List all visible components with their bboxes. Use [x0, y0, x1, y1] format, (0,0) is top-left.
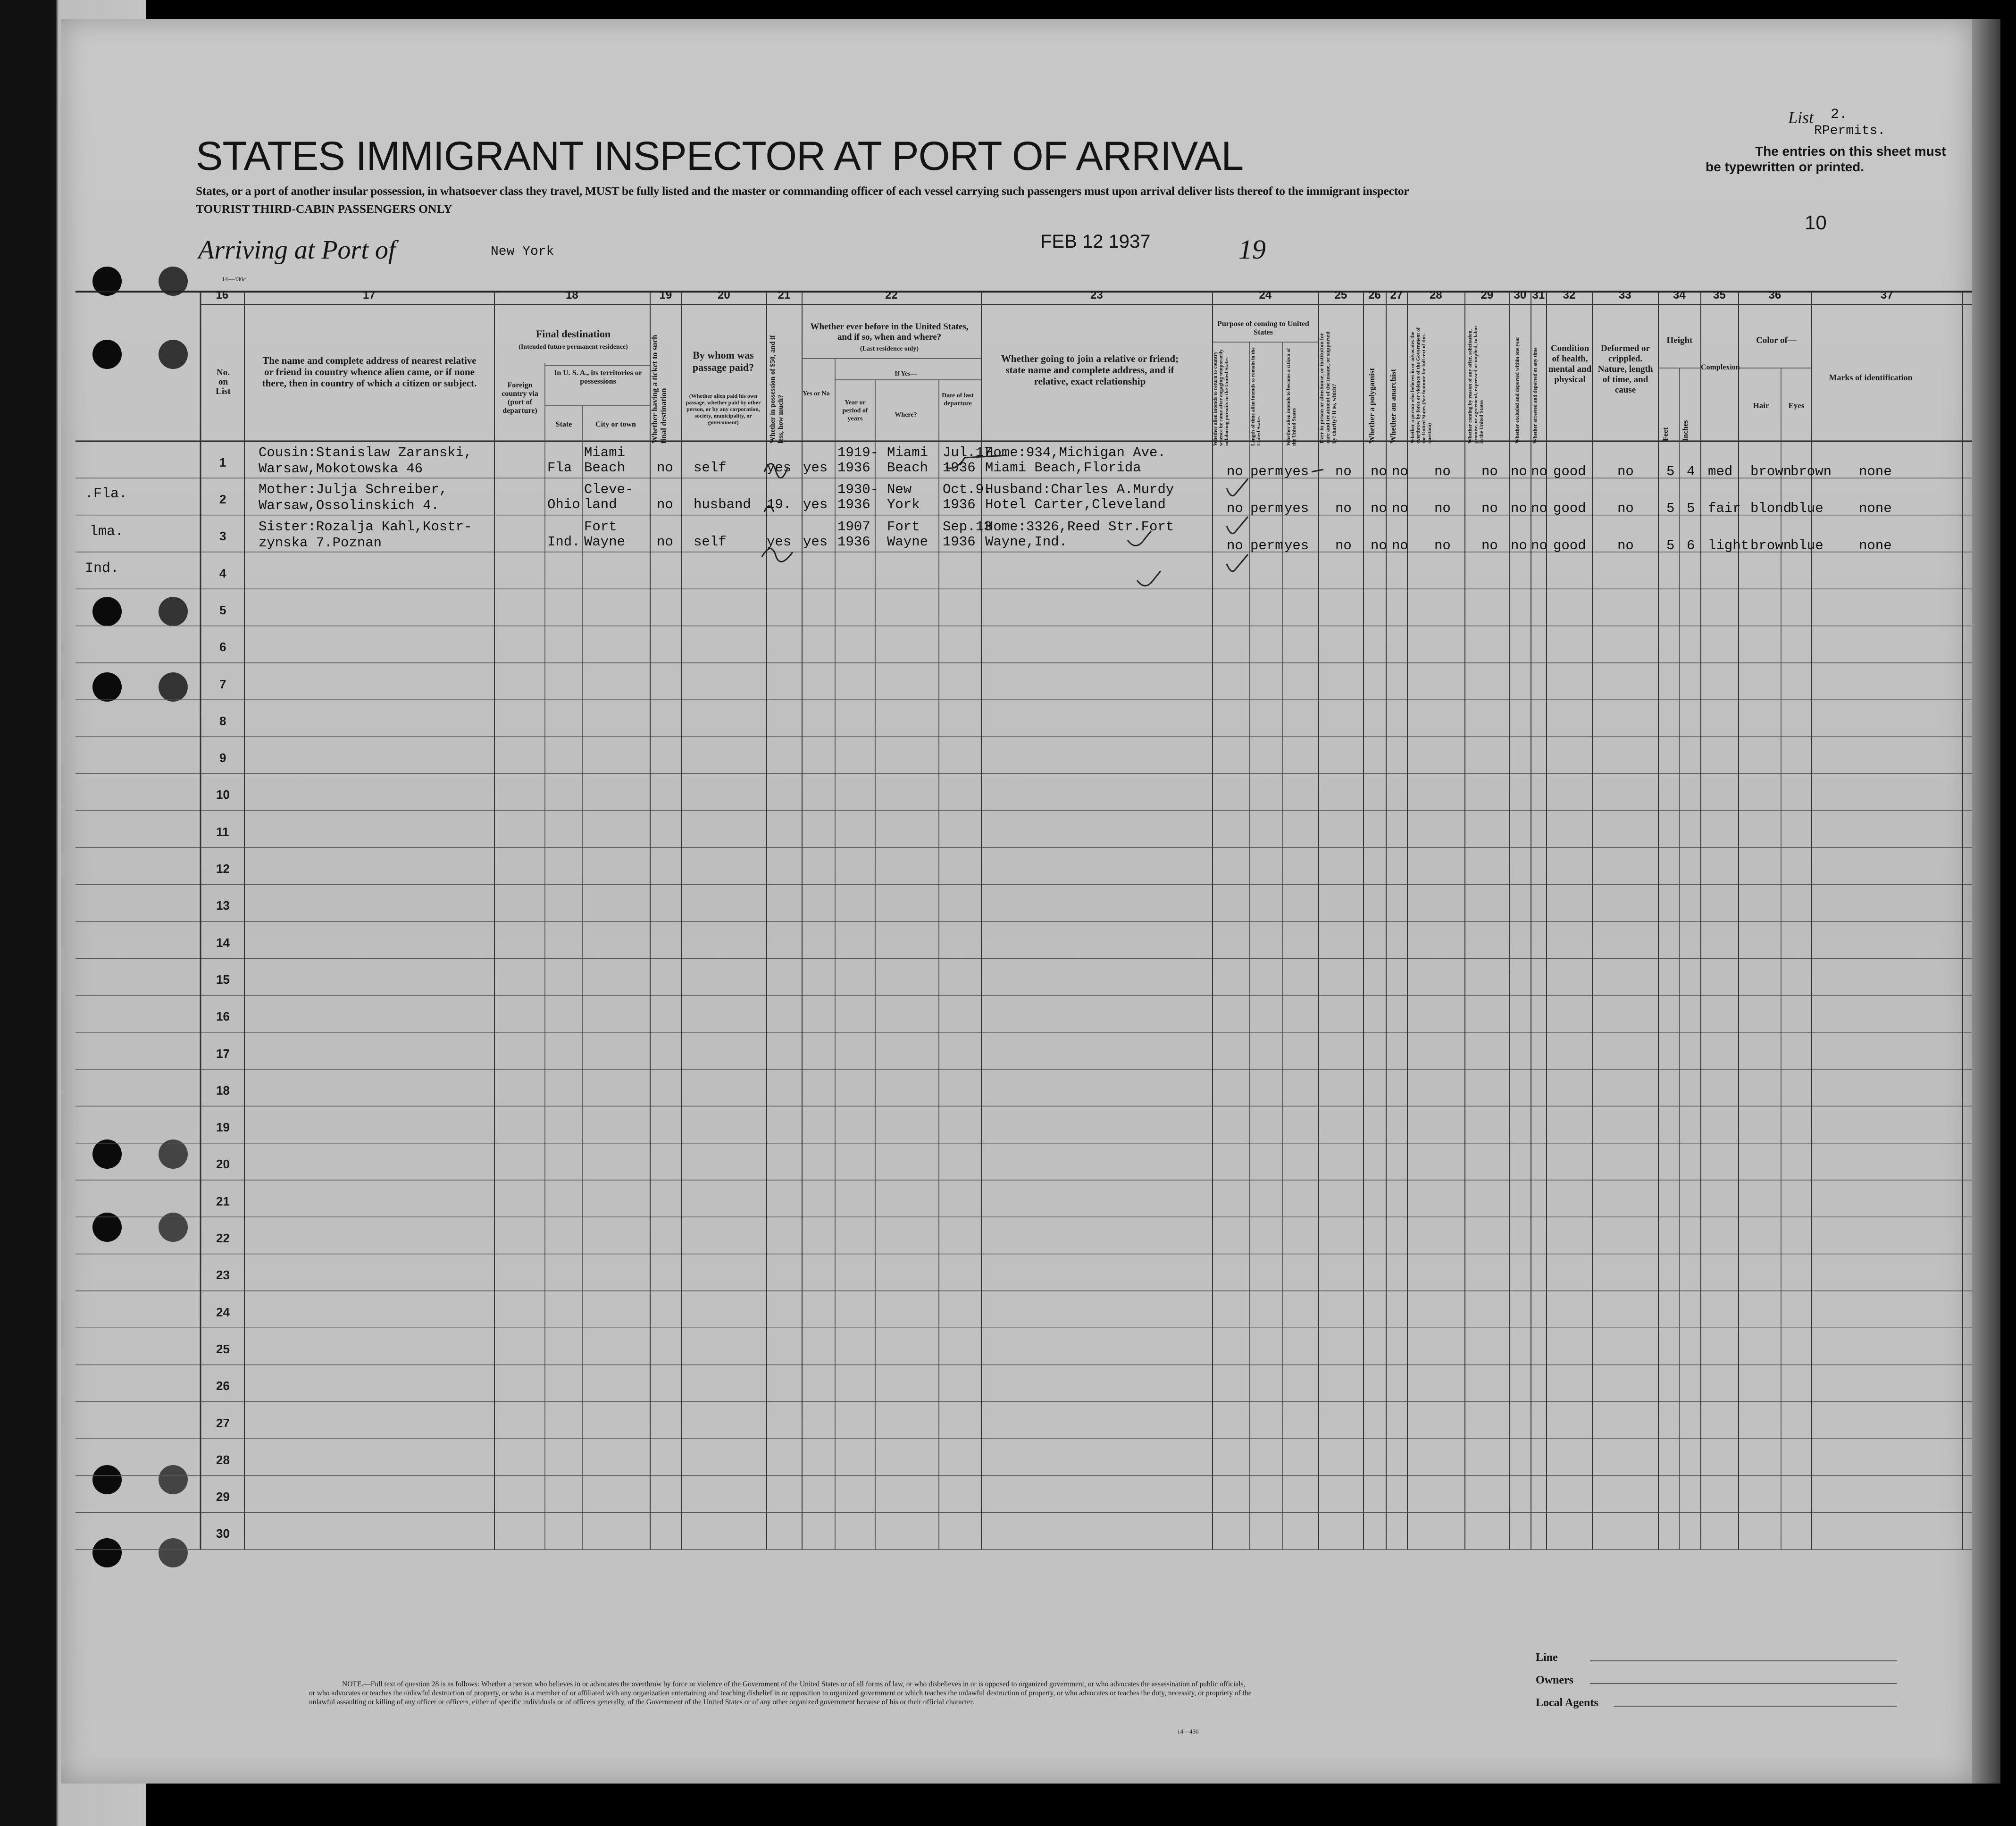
entry-cit: yes	[1284, 464, 1309, 479]
entry-feet: 5	[1666, 501, 1675, 517]
entry-complexion: fair	[1708, 501, 1741, 517]
entry-poly: no	[1371, 537, 1387, 553]
entry-health: good	[1553, 537, 1586, 553]
column-number: 37	[1881, 289, 1893, 302]
entry-ret: no	[1227, 464, 1243, 479]
entry-dep2: 1936	[943, 497, 976, 513]
row-number: 25	[216, 1341, 230, 1356]
column-number: 28	[1430, 289, 1442, 302]
column-number: 30	[1514, 289, 1527, 302]
header-ever-before-us: Whether ever before in the United States, and if so, when and where?	[810, 322, 969, 342]
entry-eyes: brown	[1790, 464, 1832, 479]
header-last-residence: (Last residence only)	[860, 345, 919, 352]
header-nearest-relative: The name and complete address of nearest relative or friend in country whence alien came, or if none there, then in country of which a citizen or subject.	[262, 355, 477, 389]
entry-q28: no	[1434, 501, 1451, 517]
footer-line-label: Line	[1536, 1651, 1558, 1664]
header-polygamist: Whether a polygamist	[1367, 368, 1376, 444]
entry-years2: 1936	[837, 534, 870, 550]
entry-q30: no	[1511, 537, 1527, 553]
entry-hair: brown	[1750, 464, 1792, 479]
header-passage-paid: By whom was passage paid?	[692, 349, 754, 373]
entry-paid: self	[694, 460, 727, 476]
header-complexion: Complexion	[1701, 363, 1740, 371]
entry-paid: husband	[694, 497, 751, 513]
row-number: 14	[216, 935, 230, 950]
entry-hair: blond	[1750, 501, 1792, 517]
column-number: 27	[1390, 289, 1403, 302]
entry-rel2: zynska 7.Poznan	[259, 535, 382, 551]
row-number: 15	[216, 972, 230, 987]
entry-complexion: light	[1708, 537, 1749, 553]
entry-deform: no	[1617, 501, 1634, 517]
entry-prison: no	[1335, 464, 1352, 479]
entry-cit: yes	[1284, 537, 1309, 553]
column-number: 24	[1259, 289, 1272, 302]
entry-q29: no	[1481, 501, 1498, 517]
column-number: 19	[659, 289, 672, 302]
row-number: 16	[216, 1009, 230, 1024]
arriving-label: Arriving at Port of	[198, 235, 396, 265]
entry-rel1: Cousin:Stanislaw Zaranski,	[259, 445, 472, 461]
entry-poly: no	[1371, 501, 1387, 517]
row-number: 5	[219, 603, 226, 617]
header-final-destination: Final destination	[535, 328, 611, 340]
entry-marks: none	[1859, 464, 1892, 479]
entry-dep1: Sep.13	[943, 519, 992, 535]
header-purpose: Purpose of coming to United States	[1217, 320, 1309, 336]
entry-before: yes	[803, 497, 828, 513]
entry-city1: Fort	[584, 519, 617, 535]
column-number: 22	[885, 289, 898, 302]
header-purpose-citizen: Whether alien intends to become a citizen of the United States	[1286, 348, 1297, 446]
entry-city2: land	[584, 497, 617, 513]
footer-owners-label: Owners	[1536, 1674, 1573, 1686]
entry-city2: Wayne	[584, 534, 626, 550]
entry-rel2: Warsaw,Ossolinskich 4.	[259, 498, 439, 514]
entry-rel1: Mother:Julja Schreiber,	[259, 482, 448, 498]
entry-before: yes	[803, 460, 828, 476]
column-number: 35	[1713, 289, 1726, 302]
column-number: 33	[1619, 289, 1631, 302]
margin-note: .Fla.	[85, 486, 128, 502]
entry-state: Ohio	[547, 497, 580, 513]
entry-hair: brown	[1750, 537, 1792, 553]
header-purpose-length: Length of time alien intends to remain in the United States	[1250, 347, 1262, 446]
entry-deform: no	[1617, 464, 1634, 479]
entry-before: yes	[803, 534, 828, 550]
entry-eyes: blue	[1790, 501, 1824, 517]
entry-q30: no	[1511, 501, 1527, 517]
row-number: 22	[216, 1231, 230, 1246]
entry-where1: New	[887, 482, 912, 498]
entry-money: yes	[767, 460, 792, 476]
entry-join1: Home:3326,Reed Str.Fort	[985, 519, 1174, 535]
entry-dep2: 1936	[943, 534, 976, 550]
entry-rel2: Warsaw,Mokotowska 46	[259, 461, 423, 477]
row-number: 2	[219, 492, 226, 507]
footer-form-code: 14—430	[1177, 1728, 1199, 1735]
footer-agents-label: Local Agents	[1536, 1697, 1598, 1709]
entry-city2: Beach	[584, 460, 626, 476]
header-foreign-country: Foreign country via (port of departure)	[502, 381, 538, 415]
header-if-yes: If Yes—	[895, 370, 917, 377]
row-number: 12	[216, 862, 230, 876]
entry-money: 19.	[767, 497, 792, 513]
header-marks: Marks of identification	[1829, 373, 1913, 382]
column-number: 34	[1673, 289, 1686, 302]
header-q29: Whether coming by reason of any offer, solicitation, promise, or agreement, expressed or implied, to labor in the United States	[1467, 326, 1484, 444]
header-feet: Feet	[1662, 427, 1670, 441]
header-fifty-dollars: Whether in possession of $50, and if less, how much?	[769, 335, 785, 444]
header-city: City or town	[595, 420, 636, 428]
entry-dep2: 1936	[943, 460, 976, 476]
header-health: Condition of health, mental and physical	[1548, 343, 1592, 385]
entry-length: perm	[1250, 537, 1283, 553]
header-color-of: Color of—	[1756, 335, 1797, 345]
row-number: 17	[216, 1046, 230, 1061]
entry-years2: 1936	[837, 460, 870, 476]
column-number: 36	[1768, 289, 1782, 302]
row-number: 1	[219, 455, 226, 469]
header-no-on-list: No. on List	[216, 368, 231, 396]
entry-q30: no	[1511, 464, 1527, 479]
row-number: 23	[216, 1268, 230, 1282]
entry-marks: none	[1859, 537, 1892, 553]
column-number: 16	[216, 289, 229, 302]
entry-prison: no	[1335, 501, 1352, 517]
entry-anar: no	[1392, 464, 1408, 479]
column-number: 32	[1563, 289, 1576, 302]
entry-poly: no	[1371, 464, 1387, 479]
row-number: 10	[216, 787, 230, 802]
row-number: 9	[219, 751, 226, 765]
entry-q31: no	[1531, 464, 1548, 479]
column-number: 29	[1481, 289, 1494, 302]
page-number: 10	[1805, 211, 1827, 234]
entry-state: Fla	[547, 460, 572, 476]
column-number: 23	[1090, 289, 1103, 302]
header-q31: Whether arrested and deported at any time	[1532, 347, 1538, 444]
margin-note: Ind.	[85, 561, 119, 577]
entry-dep1: Jul.17	[943, 445, 992, 461]
entry-q29: no	[1481, 464, 1498, 479]
entry-deform: no	[1617, 537, 1634, 553]
entry-q28: no	[1434, 537, 1451, 553]
port-value: New York	[491, 244, 554, 259]
header-in-usa: In U. S. A., its territories or possessions	[554, 369, 642, 385]
entry-anar: no	[1392, 537, 1408, 553]
entry-ticket: no	[657, 497, 673, 513]
entry-feet: 5	[1666, 464, 1675, 479]
entry-health: good	[1553, 501, 1586, 517]
header-final-destination-sub: (Intended future permanent residence)	[519, 343, 628, 351]
entry-years1: 1919-	[837, 445, 879, 461]
column-number: 18	[566, 289, 578, 302]
row-number: 7	[219, 677, 226, 691]
footer-note: NOTE.—Full text of question 28 is as follows: Whether a person who believes in or advocates the overthrow by force or violence of the Government of the United States or of all forms of law, or who disbelieves in or is opposed to organized government, or who advocates the assassination of public officials, or who advocates or teaches the unlawful destruction of property, or who is a member of or affiliated with any organization entertaining and teaching disbelief in or opposition to organized government or which teaches the unlawful destruction of property, or who advocates or teaches the duty, necessity, or propriety of the unlawful assaulting or killing of any officer or officers, either of specific individuals or of officers generally, of the Government of the United States or of any other organized government because of his or their official character.	[309, 1680, 1252, 1706]
year-prefix: 19	[1238, 234, 1266, 265]
entry-years1: 1930-	[837, 482, 879, 498]
column-number: 17	[363, 289, 376, 302]
row-number: 11	[216, 824, 229, 839]
entry-years2: 1936	[837, 497, 870, 513]
entry-anar: no	[1392, 501, 1408, 517]
row-number: 6	[219, 640, 226, 654]
entry-inches: 5	[1687, 501, 1695, 517]
entry-prison: no	[1335, 537, 1352, 553]
row-number: 21	[216, 1194, 230, 1208]
page-title: STATES IMMIGRANT INSPECTOR AT PORT OF ARRIVAL	[196, 134, 1244, 179]
entry-eyes: blue	[1790, 537, 1824, 553]
row-number: 18	[216, 1083, 230, 1097]
instructions-right-2: be typewritten or printed.	[1706, 159, 1865, 174]
entry-join2: Miami Beach,Florida	[985, 460, 1141, 476]
header-anarchist: Whether an anarchist	[1389, 369, 1397, 444]
entry-q31: no	[1531, 537, 1548, 553]
entry-city1: Cleve-	[584, 482, 634, 498]
row-number: 27	[216, 1416, 230, 1430]
header-hair: Hair	[1753, 401, 1769, 410]
row-number: 8	[219, 713, 226, 728]
row-number: 20	[216, 1157, 230, 1172]
entry-join2: Hotel Carter,Cleveland	[985, 497, 1166, 513]
column-number: 26	[1368, 289, 1381, 302]
entry-where2: Wayne	[887, 534, 929, 550]
header-height: Height	[1666, 335, 1693, 345]
entry-feet: 5	[1666, 537, 1675, 553]
header-eyes: Eyes	[1788, 401, 1805, 410]
header-yes-no: Yes or No	[803, 390, 830, 397]
row-number: 26	[216, 1379, 230, 1393]
row-number: 29	[216, 1490, 230, 1504]
entry-join2: Wayne,Ind.	[985, 534, 1068, 550]
entry-years1: 1907	[837, 519, 870, 535]
entry-cit: yes	[1284, 501, 1309, 517]
entry-ret: no	[1227, 501, 1243, 517]
header-inches: Inches	[1681, 420, 1690, 441]
header-q30: Whether excluded and deported within one year	[1514, 336, 1520, 444]
column-number: 21	[778, 289, 791, 302]
header-years: Year or period of years	[842, 399, 868, 422]
entry-q31: no	[1531, 501, 1548, 517]
row-number: 19	[216, 1120, 230, 1135]
row-number: 24	[216, 1305, 230, 1319]
entry-inches: 4	[1687, 464, 1695, 479]
entry-health: good	[1553, 464, 1586, 479]
row-number: 30	[216, 1526, 230, 1541]
column-number: 25	[1334, 289, 1347, 302]
header-q28: Whether a person who believes in or advocates the overthrow by force or violence of the Government of the United States (See footnote for full text of this question)	[1410, 327, 1432, 444]
header-where: Where?	[895, 411, 917, 419]
entry-q29: no	[1481, 537, 1498, 553]
entry-q28: no	[1434, 464, 1451, 479]
subtitle: States, or a port of another insular possession, in whatsoever class they travel, MUST be fully listed and the master or commanding officer of each vessel carrying such passengers must upon arrival deliver lists thereof to the immigrant inspector	[196, 184, 1409, 198]
entry-state: Ind.	[547, 534, 580, 550]
list-type: RPermits.	[1814, 124, 1886, 138]
column-number: 31	[1532, 289, 1545, 302]
row-number: 4	[219, 566, 226, 580]
entry-city1: Miami	[584, 445, 626, 461]
entry-paid: self	[694, 534, 727, 550]
date-stamp: FEB 12 1937	[1040, 231, 1151, 252]
header-passage-paid-sub: (Whether alien paid his own passage, whether paid by other person, or by any corporation, society, municipality, or government)	[686, 393, 761, 426]
header-last-departure: Date of last departure	[942, 392, 974, 407]
list-label: List	[1788, 108, 1814, 127]
entry-money: yes	[767, 534, 792, 550]
entry-length: perm	[1250, 501, 1283, 517]
instructions-right-1: The entries on this sheet must	[1755, 144, 1946, 159]
entry-join1: Home:934,Michigan Ave.	[985, 445, 1166, 461]
entry-where2: Beach	[887, 460, 929, 476]
margin-note: lma.	[90, 524, 124, 540]
entry-rel1: Sister:Rozalja Kahl,Kostr-	[259, 519, 472, 535]
header-ticket: Whether having a ticket to such final destination	[650, 335, 668, 444]
header-deformed: Deformed or crippled. Nature, length of time, and cause	[1598, 343, 1653, 395]
list-number: 2.	[1831, 107, 1848, 123]
row-number: 28	[216, 1452, 230, 1467]
entry-marks: none	[1859, 501, 1892, 517]
entry-length: perm	[1250, 464, 1283, 479]
entry-ticket: no	[657, 460, 673, 476]
header-purpose-return: Whether alien intends to return to country whence he came after engaging temporarily in laboring pursuits in the United States	[1213, 349, 1230, 446]
row-number: 13	[216, 898, 230, 913]
class-line: TOURIST THIRD-CABIN PASSENGERS ONLY	[196, 202, 452, 216]
entry-ret: no	[1227, 537, 1243, 553]
column-number: 20	[718, 289, 730, 302]
entry-complexion: med	[1708, 464, 1733, 479]
entry-dep1: Oct.9.	[943, 482, 992, 498]
entry-inches: 6	[1687, 537, 1695, 553]
entry-where1: Miami	[887, 445, 929, 461]
entry-where1: Fort	[887, 519, 920, 535]
row-number: 3	[219, 529, 226, 544]
entry-ticket: no	[657, 534, 673, 550]
form-code: 14—430c	[222, 276, 246, 283]
entry-where2: York	[887, 497, 920, 513]
header-state: State	[555, 420, 572, 428]
header-prison: Ever in prison or almshouse, or institution for care and treatment of the insane, or supported by charity? If so, which?	[1318, 331, 1337, 444]
entry-join1: Husband:Charles A.Murdy	[985, 482, 1174, 498]
header-join-relative: Whether going to join a relative or friend; state name and complete address, and if relative, exact relationship	[1001, 353, 1179, 387]
